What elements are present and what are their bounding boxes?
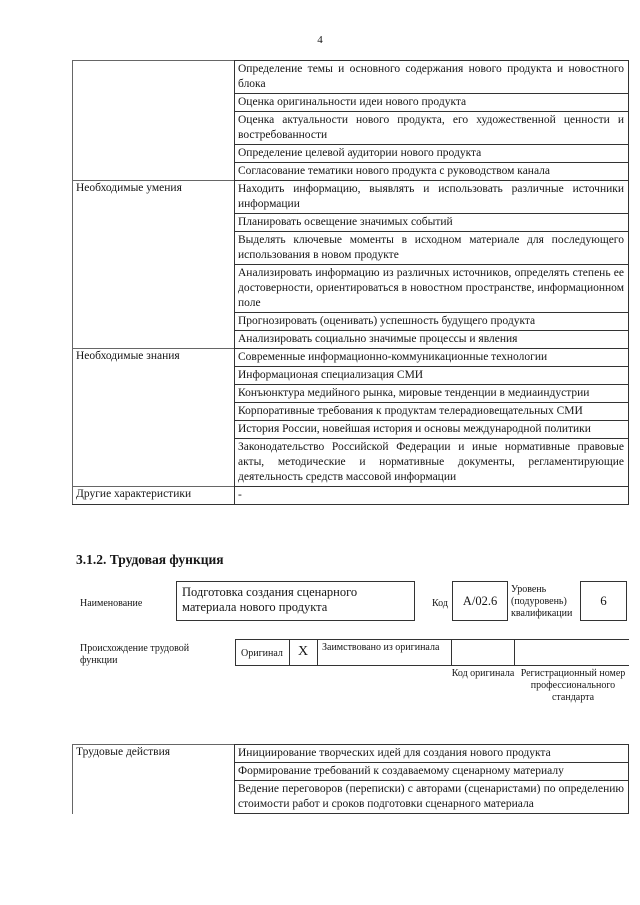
section-label [73,61,235,181]
table-cell: Выделять ключевые моменты в исходном материале для последующего использования в новом продукте [235,232,629,265]
borrowed-label: Заимствовано из оригинала [322,642,440,653]
table-row [73,181,629,214]
table-cell: Анализировать информацию из различных источников, определять степень ее достоверности, ориентироваться в новостном пространстве, информационном поле [235,265,629,313]
table-cell: Планировать освещение значимых событий [235,214,629,232]
table-cell: Законодательство Российской Федерации и иные нормативные правовые акты, методические и нормативные документы, регламентирующие деятельность средств массовой информации [235,439,629,487]
table-cell: Инициирование творческих идей для создания нового продукта [235,745,629,763]
origin-label: Происхождение трудовой функции [80,643,190,666]
table-cell: Оценка оригинальности идеи нового продукта [235,94,629,112]
table-cell: Современные информационно-коммуникационные технологии [235,349,629,367]
table-cell: Конъюнктура медийного рынка, мировые тенденции в медиаиндустрии [235,385,629,403]
table-row [73,349,629,367]
function-name-value: Подготовка создания сценарного материала нового продукта [176,581,415,621]
section-label-actions: Трудовые действия [73,745,235,814]
name-label: Наименование [80,598,143,609]
table-cell: История России, новейшая история и основы международной политики [235,421,629,439]
table-row [73,487,629,505]
level-value: 6 [580,581,627,621]
table-cell: Ведение переговоров (переписки) с авторами (сценаристами) по определению стоимости работ и сроков подготовки сценарного материала [235,781,629,814]
original-label: Оригинал [241,648,283,659]
table-cell: Согласование тематики нового продукта с руководством канала [235,163,629,181]
section-title: 3.1.2. Трудовая функция [76,552,224,567]
original-mark-cell [289,639,318,666]
original-cell [235,639,290,666]
function-code-value: А/02.6 [452,581,508,621]
table-cell: Информационая специализация СМИ [235,367,629,385]
borrowed-cell [317,639,452,666]
section-label-knowledge: Необходимые знания [73,349,235,487]
table-cell: Корпоративные требования к продуктам телерадиовещательных СМИ [235,403,629,421]
level-label: Уровень (подуровень) квалификации [511,584,573,619]
table-cell: Находить информацию, выявлять и использовать различные источники информации [235,181,629,214]
section-label-skills: Необходимые умения [73,181,235,349]
table-cell: Оценка актуальности нового продукта, его художественной ценности и востребованности [235,112,629,145]
original-mark: X [298,644,309,659]
table-cell: - [235,487,629,505]
reg-number-caption: Регистрационный номер профессионального стандарта [520,668,626,703]
table-row [73,61,629,94]
table-row [73,745,629,763]
section-label-other: Другие характеристики [73,487,235,505]
table-cell: Определение целевой аудитории нового продукта [235,145,629,163]
original-code-cell [451,639,515,666]
labor-actions-table [72,744,629,814]
table-cell: Прогнозировать (оценивать) успешность будущего продукта [235,313,629,331]
requirements-table [72,60,629,505]
reg-number-cell [514,639,629,666]
code-label: Код [432,598,448,609]
table-cell: Анализировать социально значимые процессы и явления [235,331,629,349]
original-code-caption: Код оригинала [451,668,515,679]
page-number: 4 [317,34,323,46]
table-cell: Определение темы и основного содержания нового продукта и новостного блока [235,61,629,94]
table-cell: Формирование требований к создаваемому сценарному материалу [235,763,629,781]
